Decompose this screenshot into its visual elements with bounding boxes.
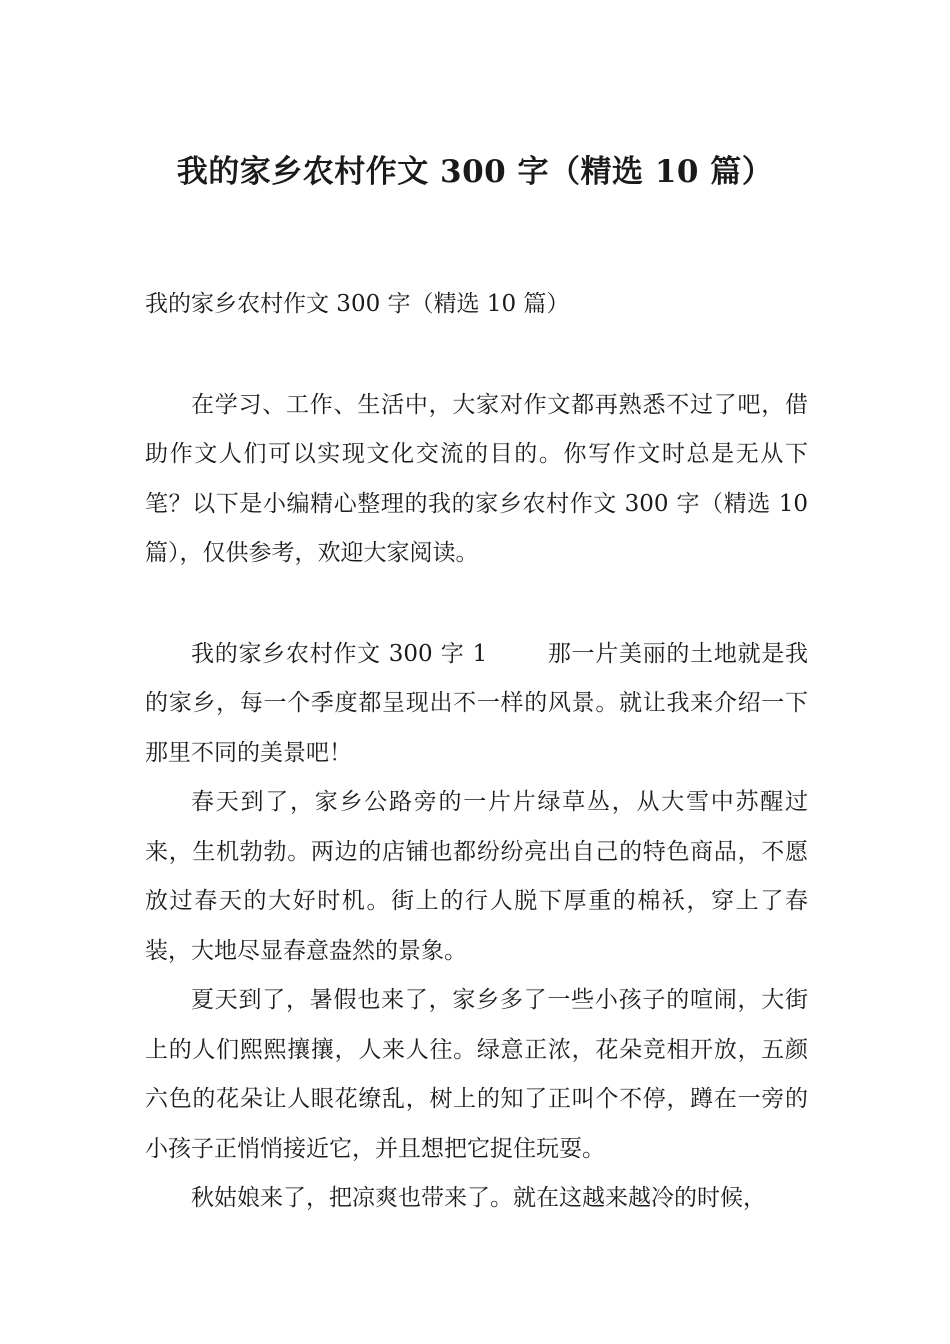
essay-opening-text: 那一片美丽的土地就是我的家乡，每一个季度都呈现出不一样的风景。就让我来介绍一下那里不同的美景吧！ bbox=[145, 640, 808, 766]
document-body bbox=[145, 280, 808, 1224]
document-title: 我的家乡农村作文 300 字（精选 10 篇） bbox=[176, 154, 774, 190]
paragraph-autumn: 秋姑娘来了，把凉爽也带来了。就在这越来越冷的时候， bbox=[191, 1185, 766, 1211]
document-subtitle: 我的家乡农村作文 300 字（精选 10 篇） bbox=[145, 291, 570, 317]
essay-opening-paragraph bbox=[145, 630, 808, 779]
essay-heading: 我的家乡农村作文 300 字 1 bbox=[191, 640, 488, 667]
intro-paragraph: 在学习、工作、生活中，大家对作文都再熟悉不过了吧，借助作文人们可以实现文化交流的目的。你写作文时总是无从下笔？以下是小编精心整理的我的家乡农村作文 300 字（精选 10 篇），仅供参考，欢迎大家阅读。 bbox=[145, 391, 808, 566]
paragraph-spring: 春天到了，家乡公路旁的一片片绿草丛，从大雪中苏醒过来，生机勃勃。两边的店铺也都纷纷亮出自己的特色商品，不愿放过春天的大好时机。街上的行人脱下厚重的棉袄，穿上了春装，大地尽显春意盎然的景象。 bbox=[145, 789, 808, 964]
paragraph-summer: 夏天到了，暑假也来了，家乡多了一些小孩子的喧闹，大街上的人们熙熙攘攘，人来人往。绿意正浓，花朵竞相开放，五颜六色的花朵让人眼花缭乱，树上的知了正叫个不停，蹲在一旁的小孩子正悄悄接近它，并且想把它捉住玩耍。 bbox=[145, 987, 808, 1162]
